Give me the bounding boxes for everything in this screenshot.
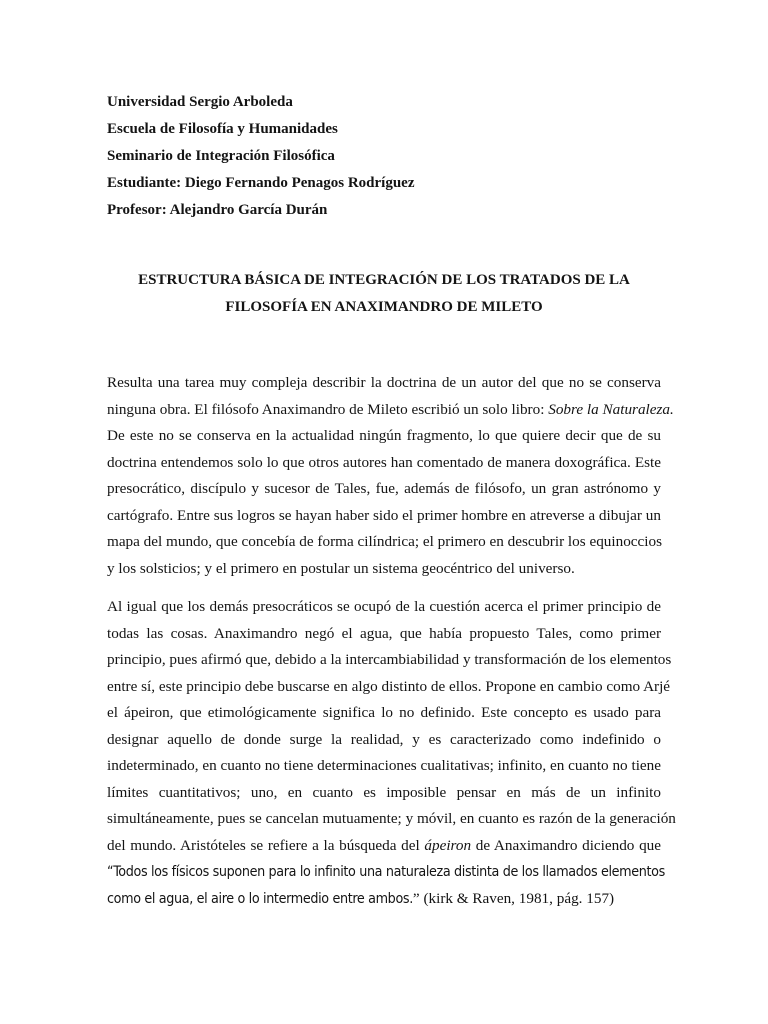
text-line bbox=[107, 397, 674, 424]
text-line: De este no se conserva en la actualidad ningún fragmento, lo que quiere decir que de su bbox=[107, 427, 661, 444]
text-line: y los solsticios; y el primero en postular un sistema geocéntrico del universo. bbox=[107, 559, 575, 577]
citation: ” (kirk & Raven, 1981, pág. 157) bbox=[412, 889, 615, 907]
book-title: Sobre la Naturaleza. bbox=[548, 400, 674, 418]
text-line: entre sí, este principio debe buscarse en algo distinto de ellos. Propone en cambio como Arjé bbox=[107, 677, 671, 695]
text-line: el ápeiron, que etimológicamente significa lo no definido. Este concepto es usado para bbox=[107, 704, 661, 721]
text-line: límites cuantitativos; uno, en cuanto es imposible pensar en más de un infinito bbox=[107, 783, 661, 801]
text-line bbox=[107, 833, 661, 860]
university-name: Universidad Sergio Arboleda bbox=[107, 94, 293, 110]
seminar-name: Seminario de Integración Filosófica bbox=[107, 148, 335, 164]
text-line: todas las cosas. Anaximandro negó el agua, que había propuesto Tales, como primer bbox=[107, 624, 661, 642]
text-line: Resulta una tarea muy compleja describir la doctrina de un autor del que no se conserva bbox=[107, 374, 661, 391]
text-span: del mundo. Aristóteles se refiere a la búsqueda del bbox=[107, 836, 425, 854]
apeiron-term: ápeiron bbox=[424, 836, 472, 854]
paragraph-2 bbox=[107, 594, 676, 912]
quote-line: “Todos los físicos suponen para lo infinito una naturaleza distinta de los llamados elementos bbox=[107, 864, 665, 880]
text-line: doctrina entendemos solo lo que otros autores han comentado de manera doxográfica. Este bbox=[107, 453, 661, 471]
text-line: principio, pues afirmó que, debido a la intercambiabilidad y transformación de los elementos bbox=[107, 651, 672, 668]
professor-name: Profesor: Alejandro García Durán bbox=[107, 202, 328, 218]
document-header bbox=[107, 89, 667, 224]
text-line bbox=[107, 886, 661, 913]
quote-text: como el agua, el aire o lo intermedio entre ambos. bbox=[107, 890, 413, 907]
text-line: cartógrafo. Entre sus logros se hayan haber sido el primer hombre en atreverse a dibujar un bbox=[107, 506, 661, 524]
text-line: indeterminado, en cuanto no tiene determinaciones cualitativas; infinito, en cuanto no tiene bbox=[107, 757, 661, 774]
paragraph-1 bbox=[107, 370, 674, 582]
text-line: designar aquello de donde surge la realidad, y es caracterizado como indefinido o bbox=[107, 730, 661, 748]
document-title bbox=[100, 267, 668, 321]
text-line: Al igual que los demás presocráticos se ocupó de la cuestión acerca el primer principio de bbox=[107, 598, 661, 615]
text-line: presocrático, discípulo y sucesor de Tales, fue, además de filósofo, un gran astrónomo y bbox=[107, 480, 661, 497]
school-name: Escuela de Filosofía y Humanidades bbox=[107, 121, 338, 137]
text-line: mapa del mundo, que concebía de forma cilíndrica; el primero en descubrir los equinoccios bbox=[107, 533, 662, 550]
title-line: FILOSOFÍA EN ANAXIMANDRO DE MILETO bbox=[225, 299, 543, 315]
title-line: ESTRUCTURA BÁSICA DE INTEGRACIÓN DE LOS TRATADOS DE LA bbox=[138, 272, 630, 288]
student-name: Estudiante: Diego Fernando Penagos Rodríguez bbox=[107, 175, 415, 191]
text-span: ninguna obra. El filósofo Anaximandro de Mileto escribió un solo libro: bbox=[107, 400, 549, 418]
text-line: simultáneamente, pues se cancelan mutuamente; y móvil, en cuanto es razón de la generación bbox=[107, 810, 676, 827]
text-span: de Anaximandro diciendo que bbox=[471, 836, 661, 854]
